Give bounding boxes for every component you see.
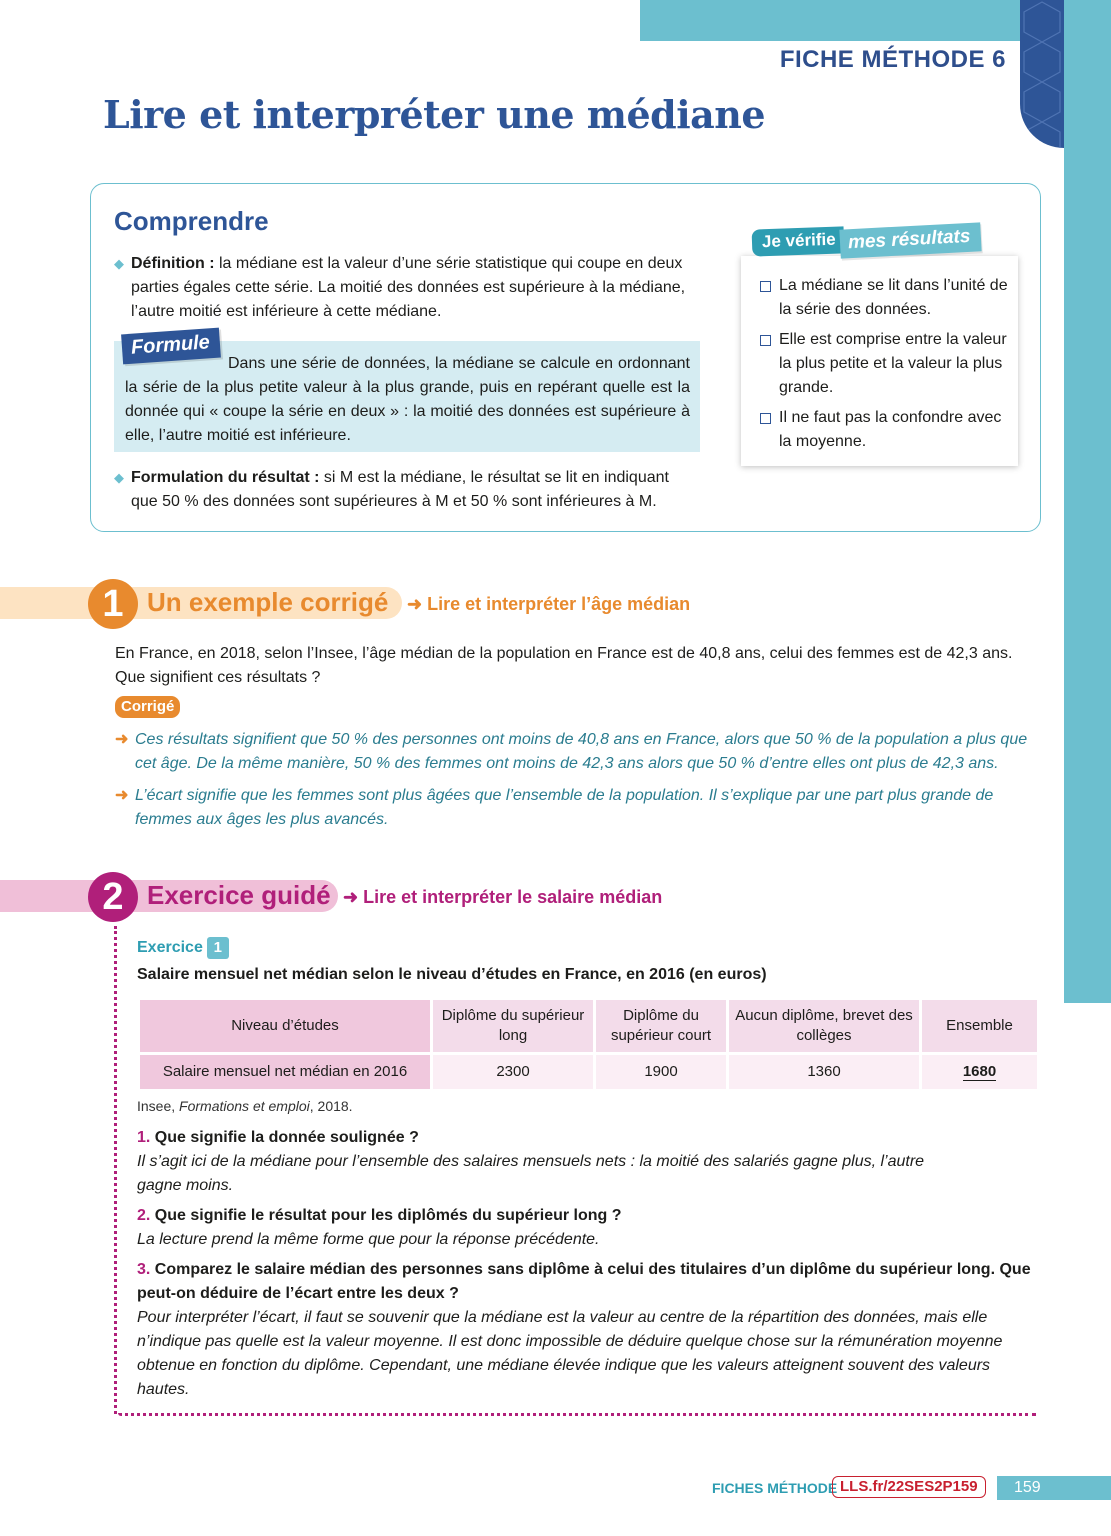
- footer-link[interactable]: LLS.fr/22SES2P159: [832, 1476, 986, 1498]
- diamond-bullet-icon: ◆: [114, 470, 124, 485]
- verif-tag-mes-resultats: mes résultats: [839, 222, 981, 258]
- section1-answer-2: ➜ L’écart signifie que les femmes sont plus âgées que l’ensemble de la population. Il s’explique par une part plus grande de femmes aux âges les plus avancés.: [115, 784, 1040, 832]
- formule-text: [125, 352, 690, 448]
- definition-line2: parties égales cette série. La moitié des données est supérieure à la médiane,: [131, 279, 686, 296]
- page-side-strip: [1064, 0, 1111, 1003]
- definition-line1: la médiane est la valeur d’une série statistique qui coupe en deux: [214, 255, 683, 272]
- section1-subtitle: ➜ Lire et interpréter l’âge médian: [407, 594, 691, 614]
- verif-checklist: [758, 274, 1018, 460]
- formule-tag: Formule: [121, 328, 221, 365]
- section2-number: 2: [88, 872, 138, 922]
- table-row: [140, 1055, 1037, 1089]
- verif-item: Elle est comprise entre la valeur la plus petite et la valeur la plus grande.: [758, 328, 1018, 400]
- arrow-icon: ➜: [115, 731, 129, 748]
- fiche-label: FICHE MÉTHODE 6: [779, 46, 1006, 73]
- section1-answer-1: ➜ Ces résultats signifient que 50 % des personnes ont moins de 40,8 ans en France, alors que 50 % de la population a plus que cet âge. De la même manière, 50 % des femmes ont moins de 42,3 ans alors que 50 % d’entre elles ont plus de 42,3 ans.: [115, 728, 1040, 776]
- arrow-icon: ➜: [115, 787, 129, 804]
- table-caption: Salaire mensuel net médian selon le niveau d’études en France, en 2016 (en euros): [137, 966, 767, 983]
- checkbox-icon: [760, 413, 771, 424]
- definition-line3: l’autre moitié est inférieure à cette médiane.: [131, 303, 442, 320]
- page-title: Lire et interpréter une médiane: [103, 92, 766, 137]
- formulation-line1: si M est la médiane, le résultat se lit en indiquant: [319, 469, 669, 486]
- salary-table: [137, 997, 1040, 1092]
- table-row-label: Salaire mensuel net médian en 2016: [140, 1055, 430, 1089]
- footer-label: FICHES MÉTHODE: [712, 1480, 838, 1496]
- definition-paragraph: [114, 252, 714, 324]
- question-2: 2. Que signifie le résultat pour les diplômés du supérieur long ? La lecture prend la même forme que pour la réponse précédente.: [137, 1207, 622, 1248]
- question-3: 3. Comparez le salaire médian des personnes sans diplôme à celui des titulaires d’un diplôme du supérieur long. Que peut-on déduire de l’écart entre les deux ? Pour interpréter l’écart, il faut se souvenir que la médiane est la valeur au centre de la répartition des données, mais elle n’indique pas quelle est la valeur moyenne. Il est donc impossible de déduire quelque chose sur la rémunération moyenne obtenue en fonction du diplôme. Cependant, une médiane élevée indique que les valeurs atteignent souvent des valeurs hautes.: [137, 1261, 1031, 1398]
- formule-text-content: Dans une série de données, la médiane se calcule en ordonnant la série de la plus petite valeur à la plus grande, puis en repérant quelle est la donnée qui « coupe la série en deux » : la moitié des données est supérieure à elle, l’autre moitié est inférieure.: [125, 355, 690, 444]
- table-cell: 1360: [729, 1055, 919, 1089]
- section1-number: 1: [88, 579, 138, 629]
- table-header-cell: Niveau d’études: [140, 1000, 430, 1052]
- section2-title: Exercice guidé: [147, 880, 331, 910]
- table-cell: 1900: [596, 1055, 726, 1089]
- table-header-cell: Ensemble: [922, 1000, 1037, 1052]
- checkbox-icon: [760, 281, 771, 292]
- formulation-label: Formulation du résultat :: [131, 469, 320, 486]
- section1-title: Un exemple corrigé: [147, 587, 389, 617]
- question-1: 1. Que signifie la donnée soulignée ? Il s’agit ici de la médiane pour l’ensemble des salaires mensuels nets : la moitié des salariés gagne plus, l’autre gagne moins.: [137, 1129, 925, 1194]
- table-header-cell: Diplôme du supérieur court: [596, 1000, 726, 1052]
- table-header-cell: Diplôme du supérieur long: [433, 1000, 593, 1052]
- table-source: Insee, Formations et emploi, 2018.: [137, 1098, 353, 1114]
- verif-item: Il ne faut pas la confondre avec la moyenne.: [758, 406, 1018, 454]
- comprendre-title: Comprendre: [114, 206, 269, 236]
- diamond-bullet-icon: ◆: [114, 256, 124, 271]
- verif-item: La médiane se lit dans l’unité de la série des données.: [758, 274, 1018, 322]
- section1-intro: En France, en 2018, selon l’Insee, l’âge médian de la population en France est de 40,8 ans, celui des femmes est de 42,3 ans. Que signifient ces résultats ?: [115, 645, 1013, 686]
- comprendre-box: [90, 183, 1041, 532]
- exercise-number-badge: 1: [207, 937, 229, 959]
- exercise-dotted-border-bottom: [118, 1413, 1036, 1416]
- table-header-row: [140, 1000, 1037, 1052]
- formulation-paragraph: [114, 466, 734, 514]
- section2-subtitle: ➜ Lire et interpréter le salaire médian: [343, 887, 663, 907]
- verif-tag-je-verifie: Je vérifie: [752, 226, 845, 256]
- table-cell: 2300: [433, 1055, 593, 1089]
- exercise-dotted-border: [114, 926, 117, 1414]
- page-number: 159: [997, 1476, 1111, 1500]
- hexagon-pattern-icon: [1020, 0, 1064, 148]
- table-cell-underlined: 1680: [922, 1055, 1037, 1089]
- definition-label: Définition :: [131, 255, 215, 272]
- corrige-tag: Corrigé: [115, 696, 180, 718]
- exercise-label: Exercice 1: [137, 937, 229, 959]
- checkbox-icon: [760, 335, 771, 346]
- table-header-cell: Aucun diplôme, brevet des collèges: [729, 1000, 919, 1052]
- formulation-line2: que 50 % des données sont supérieures à M et 50 % sont inférieures à M.: [131, 493, 657, 510]
- formule-box: [114, 331, 700, 452]
